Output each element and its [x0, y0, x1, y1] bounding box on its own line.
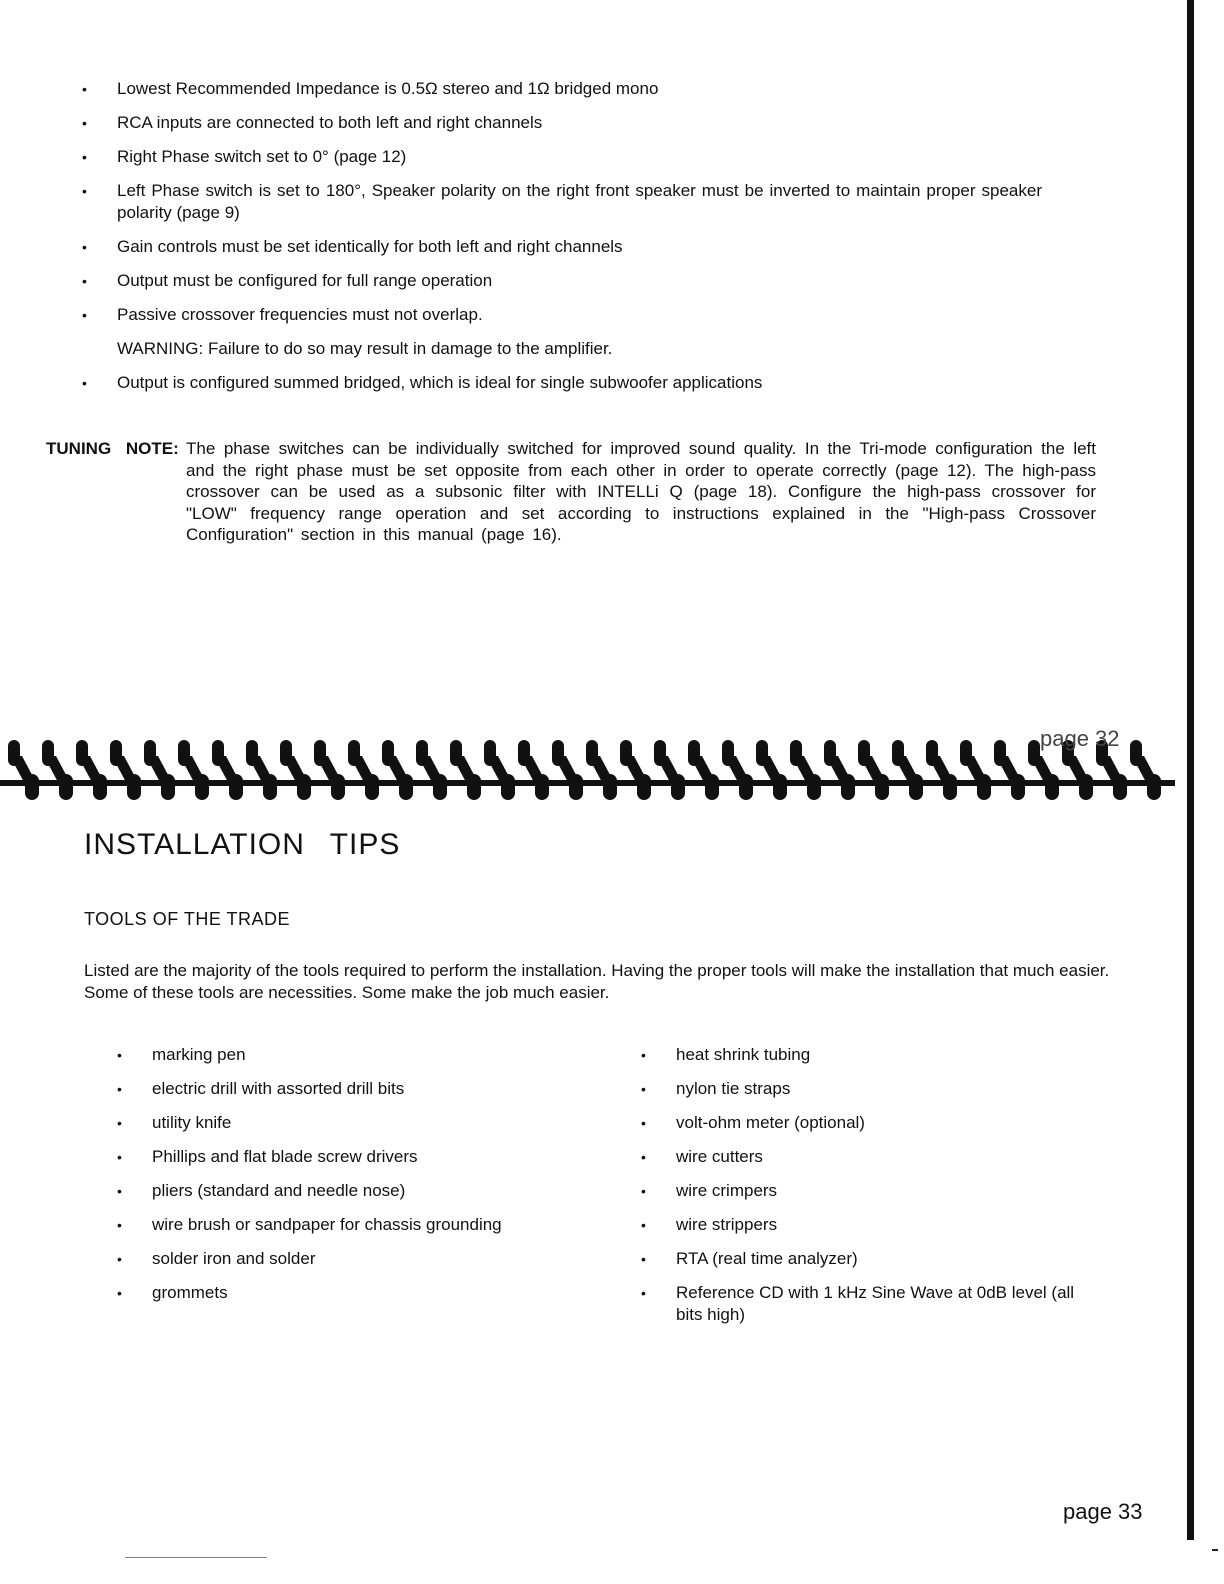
list-item: • Output must be configured for full range operation [82, 271, 493, 290]
bullet-icon: • [117, 1081, 122, 1097]
requirements-list [82, 78, 1042, 406]
binding-coil [8, 740, 39, 800]
bullet-icon: • [117, 1251, 122, 1267]
binding-bar [0, 780, 1175, 786]
binding-coil [246, 740, 277, 800]
binding-coil [416, 740, 447, 800]
bullet-icon: • [117, 1047, 122, 1063]
binding-coil [450, 740, 481, 800]
list-item: • Output is configured summed bridged, which is ideal for single subwoofer applications [82, 373, 763, 392]
bullet-icon: • [641, 1251, 646, 1267]
list-item: • wire crimpers [641, 1181, 778, 1200]
list-item: • grommets [117, 1283, 228, 1302]
tools-list-left [117, 1044, 597, 1316]
list-item: • Gain controls must be set identically for both left and right channels [82, 237, 623, 256]
tuning-note-label: TUNING NOTE: [46, 439, 179, 458]
list-item: • nylon tie straps [641, 1079, 791, 1098]
bullet-icon: • [82, 239, 87, 255]
list-item: • Lowest Recommended Impedance is 0.5Ω stereo and 1Ω bridged mono [82, 79, 659, 98]
right-edge-rule [1187, 0, 1194, 1540]
binding-coil [212, 740, 243, 800]
binding-coil [620, 740, 651, 800]
binding-coil [280, 740, 311, 800]
list-item: • wire strippers [641, 1215, 778, 1234]
binding-coil [756, 740, 787, 800]
binding-coil [144, 740, 175, 800]
binding-coil [382, 740, 413, 800]
tuning-note [46, 438, 1096, 546]
bullet-icon: • [641, 1217, 646, 1233]
binding-coil [552, 740, 583, 800]
list-item: • wire brush or sandpaper for chassis grounding [117, 1215, 502, 1234]
intro-paragraph: Listed are the majority of the tools required to perform the installation. Having the proper tools will make the installation that much easier. Some of these tools are necessities. Some make the job much easier. [84, 961, 1110, 1002]
section-heading: TOOLS OF THE TRADE [84, 909, 291, 929]
bullet-icon: • [117, 1217, 122, 1233]
binding-coil [858, 740, 889, 800]
binding-coil [688, 740, 719, 800]
right-edge-tick [1212, 1549, 1218, 1551]
list-item: • wire cutters [641, 1147, 763, 1166]
list-item: • Right Phase switch set to 0° (page 12) [82, 147, 407, 166]
bullet-icon: • [117, 1285, 122, 1301]
bullet-icon: • [82, 149, 87, 165]
binding-coil [484, 740, 515, 800]
binding-coil [314, 740, 345, 800]
bullet-icon: • [641, 1149, 646, 1165]
binding-coil [348, 740, 379, 800]
binding-coil [926, 740, 957, 800]
list-item: • utility knife [117, 1113, 232, 1132]
list-item: • RCA inputs are connected to both left and right channels [82, 113, 543, 132]
list-item: • Left Phase switch is set to 180°, Speaker polarity on the right front speaker must be inverted to maintain proper speaker polarity (page 9) [82, 181, 1042, 222]
binding-coil [178, 740, 209, 800]
warning-text: WARNING: Failure to do so may result in damage to the amplifier. [117, 339, 613, 358]
bottom-underline [125, 1557, 267, 1558]
bullet-icon: • [641, 1047, 646, 1063]
page-number: page 33 [1063, 1499, 1143, 1524]
list-item: • marking pen [117, 1045, 246, 1064]
binding-coil [994, 740, 1025, 800]
bullet-icon: • [641, 1081, 646, 1097]
list-item: • volt-ohm meter (optional) [641, 1113, 865, 1132]
bullet-icon: • [82, 81, 87, 97]
bullet-icon: • [117, 1183, 122, 1199]
tuning-note-text: The phase switches can be individually switched for improved sound quality. In the Tri-mode configuration the left and the right phase must be set opposite from each other in order to operate correctly (page 12). The high-pass crossover can be used as a subsonic filter with INTELLi Q (page 18). Configure the high-pass crossover for "LOW" frequency range operation and set according to instructions explained in the "High-pass Crossover Configuration" section in this manual (page 16). [186, 439, 1096, 544]
list-item: • Reference CD with 1 kHz Sine Wave at 0dB level (all bits high) [641, 1283, 1075, 1324]
binding-coil [824, 740, 855, 800]
list-item: • pliers (standard and needle nose) [117, 1181, 406, 1200]
page-title: INSTALLATION TIPS [84, 828, 401, 861]
bullet-icon: • [82, 183, 87, 199]
bullet-icon: • [82, 375, 87, 391]
bullet-icon: • [641, 1115, 646, 1131]
bullet-icon: • [641, 1183, 646, 1199]
bullet-icon: • [641, 1285, 646, 1301]
list-item: • electric drill with assorted drill bits [117, 1079, 405, 1098]
binding-coil [892, 740, 923, 800]
list-item: • heat shrink tubing [641, 1045, 811, 1064]
binding-coil [586, 740, 617, 800]
binding-coil [1130, 740, 1161, 800]
spiral-binding-banner [0, 730, 1175, 810]
list-item: • RTA (real time analyzer) [641, 1249, 858, 1268]
binding-coil [76, 740, 107, 800]
bullet-icon: • [82, 273, 87, 289]
binding-coil [722, 740, 753, 800]
binding-coil [960, 740, 991, 800]
bullet-icon: • [117, 1149, 122, 1165]
bullet-icon: • [82, 115, 87, 131]
list-item: • Passive crossover frequencies must not overlap. [82, 305, 483, 324]
tools-list-right [641, 1044, 1101, 1338]
binding-coil [654, 740, 685, 800]
bullet-icon: • [117, 1115, 122, 1131]
binding-coil [110, 740, 141, 800]
binding-coil [518, 740, 549, 800]
list-item: • Phillips and flat blade screw drivers [117, 1147, 418, 1166]
bullet-icon: • [82, 307, 87, 323]
list-item: • solder iron and solder [117, 1249, 316, 1268]
binding-coil [42, 740, 73, 800]
binding-coil [790, 740, 821, 800]
banner-page-label: page 32 [1040, 726, 1120, 751]
